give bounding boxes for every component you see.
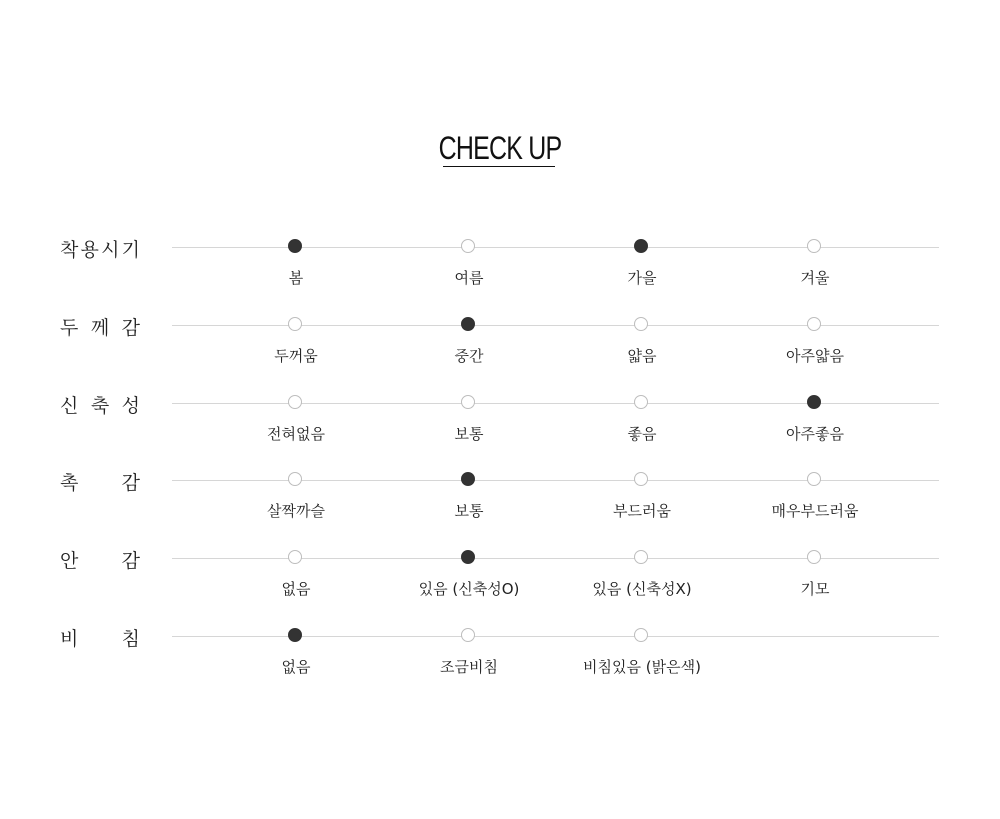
option-label: 겨울: [800, 269, 830, 287]
option-label: 있음 (신축성O): [418, 580, 520, 598]
check-row-6: [0, 628, 1000, 696]
option-item: [562, 325, 722, 375]
option-item: [562, 480, 722, 530]
filled-dot-icon: [461, 550, 475, 564]
option-item: [735, 325, 895, 375]
option-label: 비침있음 (밝은색): [583, 658, 701, 676]
check-row-5: [0, 550, 1000, 618]
empty-dot-icon: [807, 472, 821, 486]
row-label-char: 기: [121, 239, 140, 261]
option-item: [216, 247, 376, 297]
filled-dot-icon: [807, 395, 821, 409]
option-label: 없음: [281, 580, 311, 598]
filled-dot-icon: [461, 472, 475, 486]
option-label: 있음 (신축성X): [592, 580, 692, 598]
empty-dot-icon: [634, 472, 648, 486]
row-label: [60, 468, 140, 492]
option-label: 부드러움: [613, 502, 671, 520]
option-item: [389, 247, 549, 297]
option-item: [216, 403, 376, 453]
row-label: [60, 624, 140, 648]
option-item: [389, 403, 549, 453]
row-label-char: 침: [121, 628, 140, 650]
empty-dot-icon: [634, 317, 648, 331]
option-label: 두꺼움: [274, 347, 318, 365]
filled-dot-icon: [634, 239, 648, 253]
row-label-char: 촉: [60, 472, 79, 494]
option-label: 보통: [454, 502, 484, 520]
empty-dot-icon: [288, 317, 302, 331]
option-label: 봄: [288, 269, 304, 287]
option-label: 없음: [281, 658, 311, 676]
option-item: [216, 558, 376, 608]
option-label: 기모: [800, 580, 830, 598]
option-item: [735, 247, 895, 297]
option-item: [562, 247, 722, 297]
row-label-char: 신: [60, 395, 79, 417]
option-item: [562, 636, 722, 686]
option-item: [389, 325, 549, 375]
check-row-3: [0, 395, 1000, 463]
row-label-char: 시: [101, 239, 120, 261]
option-label: 조금비침: [440, 658, 498, 676]
option-item: [216, 480, 376, 530]
row-label-char: 축: [90, 395, 110, 417]
option-item: [389, 480, 549, 530]
option-label: 여름: [454, 269, 484, 287]
option-label: 전혀없음: [267, 425, 325, 443]
row-label-char: 성: [121, 395, 140, 417]
page-title: CHECK UP: [438, 130, 562, 166]
row-label-char: 안: [60, 550, 79, 572]
empty-dot-icon: [807, 317, 821, 331]
option-label: 중간: [454, 347, 484, 365]
row-label: [60, 546, 140, 570]
option-label: 보통: [454, 425, 484, 443]
empty-dot-icon: [288, 395, 302, 409]
option-label: 가을: [627, 269, 657, 287]
empty-dot-icon: [461, 395, 475, 409]
option-item: [735, 480, 895, 530]
filled-dot-icon: [288, 239, 302, 253]
option-item: [216, 325, 376, 375]
check-row-1: [0, 239, 1000, 307]
option-label: 아주좋음: [786, 425, 844, 443]
row-label-char: 착: [60, 239, 79, 261]
row-label-char: 용: [80, 239, 99, 261]
row-label: [60, 391, 140, 415]
row-label: [60, 313, 140, 337]
row-label-char: 비: [60, 628, 79, 650]
option-label: 좋음: [627, 425, 657, 443]
row-label-char: 감: [121, 317, 140, 339]
empty-dot-icon: [634, 395, 648, 409]
row-label-char: 두: [60, 317, 79, 339]
option-label: 아주얇음: [786, 347, 844, 365]
empty-dot-icon: [288, 550, 302, 564]
option-item: [389, 636, 549, 686]
check-row-2: [0, 317, 1000, 385]
row-label-char: 께: [90, 317, 110, 339]
row-label-char: 감: [121, 550, 140, 572]
empty-dot-icon: [461, 628, 475, 642]
empty-dot-icon: [634, 550, 648, 564]
title-underline: [443, 166, 555, 167]
filled-dot-icon: [288, 628, 302, 642]
option-item: [562, 558, 722, 608]
filled-dot-icon: [461, 317, 475, 331]
row-label-char: 감: [121, 472, 140, 494]
option-item: [735, 558, 895, 608]
empty-dot-icon: [807, 239, 821, 253]
option-item: [216, 636, 376, 686]
option-item: [389, 558, 549, 608]
empty-dot-icon: [461, 239, 475, 253]
option-label: 매우부드러움: [771, 502, 859, 520]
empty-dot-icon: [634, 628, 648, 642]
option-item: [562, 403, 722, 453]
empty-dot-icon: [807, 550, 821, 564]
row-label: [60, 235, 140, 259]
option-item: [735, 403, 895, 453]
empty-dot-icon: [288, 472, 302, 486]
option-label: 얇음: [627, 347, 657, 365]
option-label: 살짝까슬: [267, 502, 325, 520]
check-row-4: [0, 472, 1000, 540]
